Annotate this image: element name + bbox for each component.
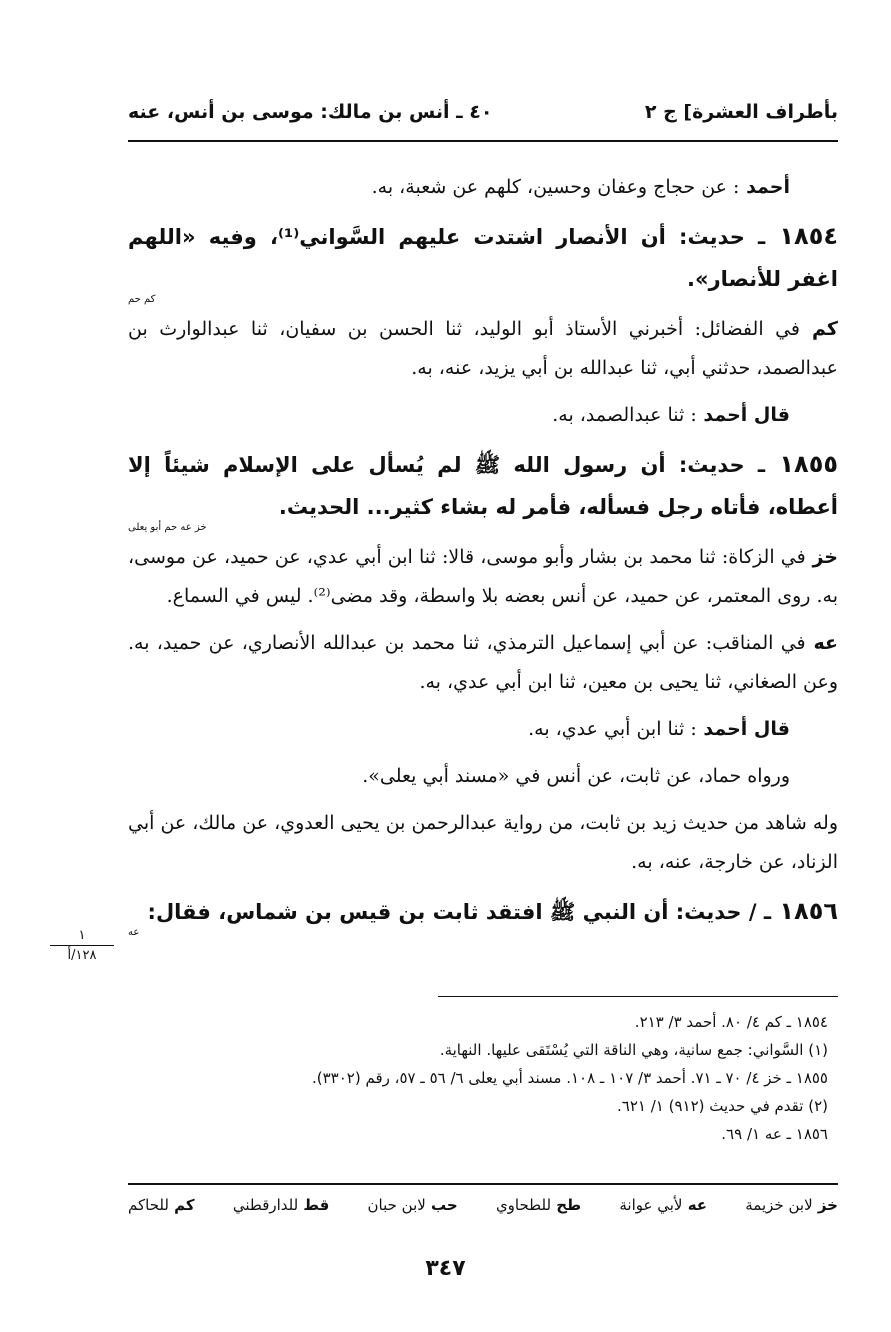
source-label: خز [805, 546, 838, 568]
text-paragraph [128, 396, 838, 435]
footnote-line: (٢) تقدم في حديث (٩١٢) ١/ ٦٢١. [617, 1097, 828, 1115]
hadith-entry [128, 890, 838, 939]
abbreviation-name: لابن حبان [367, 1196, 426, 1214]
abbreviation-item [745, 1196, 838, 1214]
hadith-number: ١٨٥٥ [765, 450, 838, 478]
abbreviation-name: للدارقطني [232, 1196, 299, 1214]
source-label: عه [805, 632, 838, 654]
header-rule [128, 140, 838, 142]
hadith-text: ـ حديث: أن رسول الله ﷺ لم يُسأل على الإسلام شيئاً إلا أعطاه، فأتاه رجل فسأله، فأمر له بشاء كثير... الحديث. [128, 453, 838, 519]
paragraph-text: وله شاهد من حديث زيد بن ثابت، من رواية عبدالرحمن بن يحيى العدوي، عن مالك، عن أبي الزناد، عن خارجة، عنه، به. [128, 812, 838, 873]
hadith-text: ـ حديث: أن الأنصار اشتدت عليهم السَّواني⁽¹⁾، وفيه «اللهم اغفر للأنصار». [128, 225, 838, 291]
abbreviation-name: للحاكم [128, 1196, 169, 1214]
manuscript-folio-note [50, 928, 114, 963]
margin-note-top: ١ [50, 928, 114, 946]
main-text [128, 168, 838, 943]
abbreviation-code: خز [812, 1196, 838, 1214]
abbreviation-name: لأبي عوانة [619, 1196, 683, 1214]
header-chapter-title: ٤٠ ـ أنس بن مالك: موسى بن أنس، عنه [128, 101, 493, 123]
hadith-sigla: كم حم [128, 294, 156, 305]
paragraph-text: : عن حجاج وعفان وحسين، كلهم عن شعبة، به. [371, 176, 740, 198]
abbreviation-code: حب [425, 1196, 458, 1214]
text-paragraph [128, 710, 838, 749]
abbreviation-code: كم [168, 1196, 195, 1214]
running-header [128, 92, 838, 132]
abbreviations-rule [128, 1183, 838, 1185]
abbreviation-item [368, 1196, 458, 1214]
text-paragraph [128, 757, 838, 796]
source-label: قال أحمد [696, 718, 790, 740]
footnote-line: (١) السَّواني: جمع سانية، وهي الناقة التي يُسْتَقى عليها. النهاية. [439, 1041, 828, 1059]
hadith-sigla: خز عه حم أبو يعلى [128, 522, 207, 533]
paragraph-text: في المناقب: عن أبي إسماعيل الترمذي، ثنا محمد بن عبدالله الأنصاري، عن حميد، به. وعن الصغاني، ثنا يحيى بن معين، ثنا ابن أبي عدي، به. [128, 632, 838, 693]
abbreviation-code: عه [682, 1196, 708, 1214]
footnotes [128, 1008, 828, 1148]
text-paragraph [128, 624, 838, 702]
abbreviation-item [128, 1196, 195, 1214]
paragraph-text: ورواه حماد، عن ثابت، عن أنس في «مسند أبي يعلى». [362, 765, 790, 787]
header-volume-title: بأطراف العشرة] ج ٢ [644, 101, 838, 123]
paragraph-text: : ثنا ابن أبي عدي، به. [528, 718, 697, 740]
page-number: ٣٤٧ [425, 1256, 466, 1281]
abbreviation-item [619, 1196, 707, 1214]
abbreviation-name: لابن خزيمة [745, 1196, 813, 1214]
abbreviation-item [233, 1196, 329, 1214]
paragraph-text: في الفضائل: أخبرني الأستاذ أبو الوليد، ثنا الحسن بن سفيان، ثنا عبدالوارث بن عبدالصمد، حدثني أبي، ثنا عبدالله بن أبي يزيد، عنه، به. [128, 318, 838, 379]
hadith-sigla: عه [128, 927, 140, 938]
hadith-text: ـ / حديث: أن النبي ﷺ افتقد ثابت بن قيس بن شماس، فقال: [147, 900, 772, 924]
abbreviation-code: طح [551, 1196, 582, 1214]
paragraph-text: : ثنا عبدالصمد، به. [552, 404, 697, 426]
text-paragraph [128, 804, 838, 882]
hadith-number: ١٨٥٤ [765, 222, 838, 250]
abbreviation-code: قط [298, 1196, 330, 1214]
footnote-line: ١٨٥٦ ـ عه ١/ ٦٩. [721, 1125, 828, 1143]
footnote-line: ١٨٥٥ ـ خز ٤/ ٧٠ ـ ٧١. أحمد ٣/ ١٠٧ ـ ١٠٨. مسند أبي يعلى ٦/ ٥٦ ـ ٥٧، رقم (٣٣٠٢). [312, 1069, 828, 1087]
text-paragraph [128, 310, 838, 388]
footnote-rule [438, 996, 838, 997]
source-label: أحمد [739, 176, 790, 198]
paragraph-text: في الزكاة: ثنا محمد بن بشار وأبو موسى، قالا: ثنا ابن أبي عدي، عن حميد، عن موسى، به. روى المعتمر، عن حميد، عن أنس بعضه بلا واسطة، وقد مضى⁽²⁾. ليس في السماع. [128, 546, 838, 607]
source-label: قال أحمد [696, 404, 790, 426]
hadith-entry [128, 443, 838, 534]
text-paragraph [128, 538, 838, 616]
text-paragraph [128, 168, 838, 207]
hadith-entry [128, 215, 838, 306]
abbreviation-item [496, 1196, 581, 1214]
footnote-line: ١٨٥٤ ـ كم ٤/ ٨٠. أحمد ٣/ ٢١٣. [634, 1013, 828, 1031]
abbreviations-key [128, 1196, 838, 1214]
source-label: كم [800, 318, 838, 340]
hadith-number: ١٨٥٦ [771, 897, 838, 925]
margin-note-bottom: ١٢٨/أ [67, 948, 97, 963]
abbreviation-name: للطحاوي [495, 1196, 552, 1214]
